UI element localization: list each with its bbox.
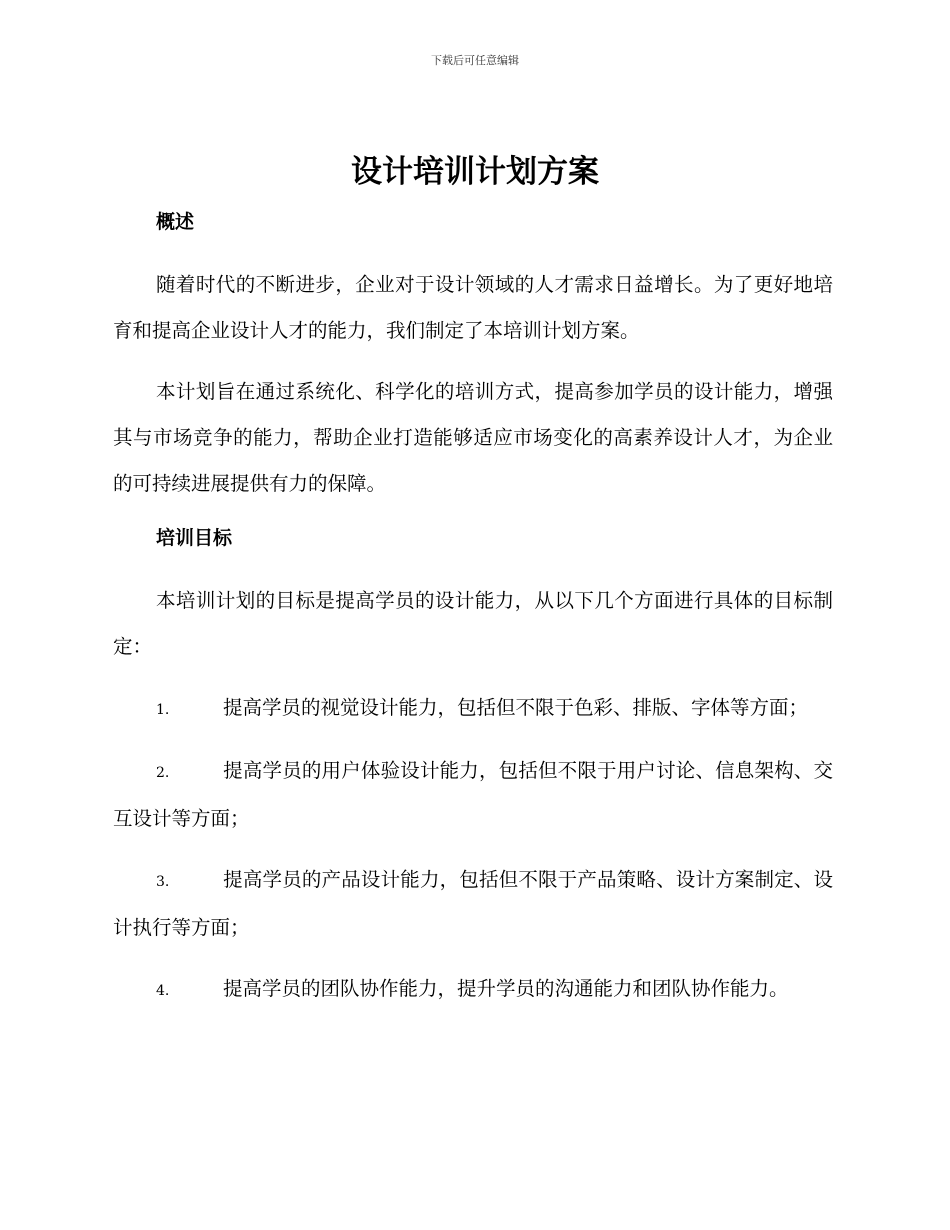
section-heading-training-goals: 培训目标 bbox=[156, 527, 233, 549]
list-number: 3. bbox=[156, 874, 170, 890]
list-item bbox=[113, 857, 833, 951]
list-number: 2. bbox=[156, 765, 170, 781]
list-number: 1. bbox=[156, 702, 170, 718]
list-number: 4. bbox=[156, 983, 170, 999]
paragraph: 本计划旨在通过系统化、科学化的培训方式，提高参加学员的设计能力，增强其与市场竞争的能力，帮助企业打造能够适应市场变化的高素养设计人才，为企业的可持续进展提供有力的保障。 bbox=[113, 380, 833, 495]
paragraph: 本培训计划的目标是提高学员的设计能力，从以下几个方面进行具体的目标制定： bbox=[113, 589, 833, 658]
section-training-goals bbox=[113, 522, 833, 1014]
list-item-text: 提高学员的用户体验设计能力，包括但不限于用户讨论、信息架构、交互设计等方面； bbox=[113, 759, 833, 830]
list-item-text: 提高学员的团队协作能力，提升学员的沟通能力和团队协作能力。 bbox=[223, 977, 789, 1000]
document-body bbox=[113, 206, 833, 1029]
section-heading-overview: 概述 bbox=[156, 211, 195, 233]
list-item-text: 提高学员的产品设计能力，包括但不限于产品策略、设计方案制定、设计执行等方面； bbox=[113, 868, 833, 939]
document-title: 设计培训计划方案 bbox=[351, 154, 599, 190]
list-item bbox=[113, 966, 833, 1014]
page-header-note: 下载后可任意编辑 bbox=[431, 54, 519, 67]
section-overview bbox=[113, 206, 833, 507]
paragraph: 随着时代的不断进步，企业对于设计领域的人才需求日益增长。为了更好地培育和提高企业设计人才的能力，我们制定了本培训计划方案。 bbox=[113, 273, 833, 342]
list-item bbox=[113, 685, 833, 733]
list-item-text: 提高学员的视觉设计能力，包括但不限于色彩、排版、字体等方面； bbox=[223, 696, 809, 719]
list-item bbox=[113, 748, 833, 842]
